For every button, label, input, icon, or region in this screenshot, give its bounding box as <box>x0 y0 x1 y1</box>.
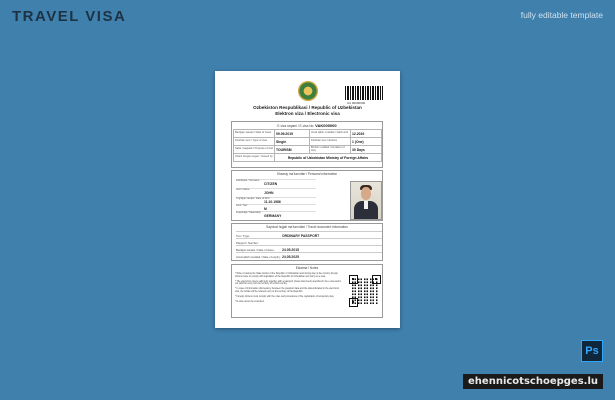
doc-expiry-value: 24.05.2025 <box>282 254 299 259</box>
visa-number-value: VAK000000 <box>315 123 337 128</box>
notes-section <box>231 264 383 318</box>
visa-details-table <box>233 129 382 162</box>
photoshop-icon: Ps <box>581 340 603 362</box>
nationality-label: Fuqaroligi / Nationality <box>236 211 261 214</box>
brand-title: TRAVEL VISA <box>12 8 127 25</box>
visa-type-label: Kirishlar soni / Type of visa <box>234 138 275 146</box>
doc-expiry-label: Amal qilish muddati / Date of expiry: <box>236 255 281 259</box>
surname-label: Familiyasi / Surname <box>236 179 260 182</box>
note-item: * Foreign citizens must comply with the rules and procedures of the registration of temporary stay. <box>235 296 335 299</box>
nationality-value: GERMANY <box>264 214 282 218</box>
personal-section-title: Shaxsiy ma'lumotlar / Personal information <box>276 172 338 176</box>
table-row <box>236 252 382 260</box>
notes-title: Eslatma / Notes <box>295 266 319 270</box>
name-value: JOHN <box>264 191 274 195</box>
personal-section <box>231 170 383 221</box>
watermark: ehennicotschoepges.lu <box>463 374 603 389</box>
barcode-number: UA 00000000 <box>347 101 366 105</box>
list-item <box>236 211 316 221</box>
entries-label: Kirishlar soni / Entries <box>310 138 351 146</box>
duration-label: Bo'lish muddati / Duration of stay <box>310 146 351 154</box>
state-emblem-icon <box>298 81 318 101</box>
doc-type-value: ORDINARY PASSPORT <box>282 233 320 238</box>
note-item: * In case of information discrepancy between the passport data and the data indicated in the electronic visa, the holder will be refused entry to the territory of the Republic. <box>235 288 340 294</box>
holder-photo <box>350 181 382 220</box>
issuer-value: Republic of Uzbekistan Ministry of Foreign Affairs <box>275 154 382 162</box>
entries-value: 1 (One) <box>351 138 382 146</box>
sex-value: M <box>264 207 267 211</box>
table-row <box>234 154 382 162</box>
travel-document-section <box>231 223 383 261</box>
issue-date-value: 09.09.2019 <box>275 130 310 138</box>
barcode <box>345 86 383 100</box>
issue-date-label: Berilgan sanasi / Date of issue <box>234 130 275 138</box>
doc-issue-label: Berilgan sanasi / Date of issue: <box>236 248 275 252</box>
purpose-value: TOURISM <box>275 146 310 154</box>
valid-until-value: 12.2019 <box>351 130 382 138</box>
table-row <box>234 146 382 154</box>
tagline: fully editable template <box>520 10 603 20</box>
header-evisa: Elektron viza / Electronic visa <box>275 111 340 116</box>
purpose-label: Safar maqsadi / Purpose of visit <box>234 146 275 154</box>
visa-number-row <box>232 122 382 129</box>
table-row <box>234 138 382 146</box>
birth-date-value: 11.10.1986 <box>264 200 281 204</box>
note-item: * E-visa cannot be extended. <box>235 301 265 304</box>
visa-number-label: E-viza raqami / E-visa No: <box>277 124 315 128</box>
qr-code <box>349 275 381 307</box>
visa-document <box>215 71 400 328</box>
doc-issue-value: 24.05.2015 <box>282 247 299 252</box>
name-label: Ismi / Name <box>236 188 250 191</box>
duration-value: 30 Days <box>351 146 382 154</box>
note-item: * The electronic visa is valid only together with a passport (travel document) specified in the e-visa and is not valid for entry into the territory of a third country. <box>235 280 342 286</box>
header-republic: Ozbekiston Respublikasi / Republic of Uzbekistan <box>253 105 362 110</box>
birth-date-label: Tug'ilgan sanasi / Date of birth <box>236 197 270 200</box>
table-row <box>234 130 382 138</box>
issuer-label: Vizani bergan organ / Issued by <box>234 154 275 162</box>
travel-document-title: Sayohat hujjati ma'lumotlari / Travel document information <box>266 225 348 229</box>
valid-until-label: Amal qilish muddati / Valid until <box>310 130 351 138</box>
doc-type-label: Turi / Type: <box>236 234 250 238</box>
sex-label: Jinsi / Sex <box>236 204 248 207</box>
visa-section <box>231 121 383 168</box>
note-item: * When crossing the State border of the Republic of Uzbekistan and during stay in the country foreign citizens have to comply with legislation of the Republic of Uzbekistan and carry an e-visa. <box>235 273 338 278</box>
passport-number-label: Pasport / Number: <box>236 241 259 245</box>
visa-type-value: Single <box>275 138 310 146</box>
surname-value: CITIZEN <box>264 182 278 186</box>
notes-list <box>235 273 343 306</box>
